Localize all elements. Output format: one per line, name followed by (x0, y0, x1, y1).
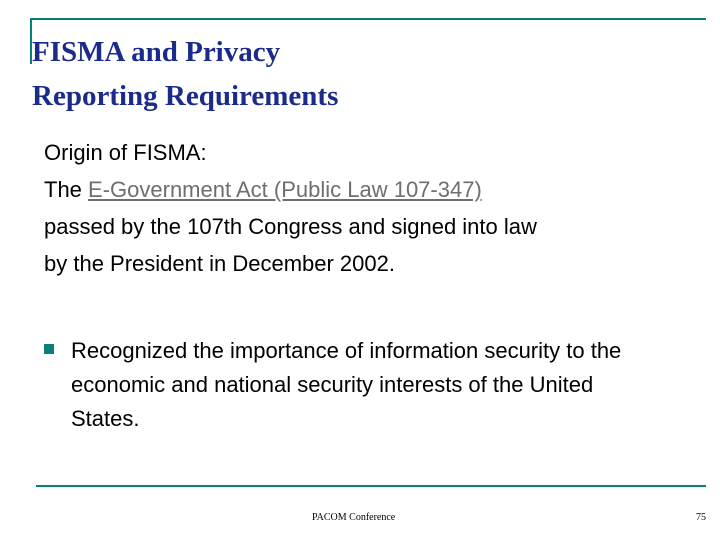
title-line-1: FISMA and Privacy (32, 36, 281, 68)
law-description-line (44, 171, 694, 208)
signed-line: by the President in December 2002. (44, 251, 395, 276)
footer-divider (36, 485, 706, 487)
top-border-line (30, 18, 706, 20)
title-line-2: Reporting Requirements (32, 80, 339, 112)
passed-line: passed by the 107th Congress and signed into law (44, 214, 537, 239)
line-prefix: The (44, 177, 89, 202)
footer-conference: PACOM Conference (312, 512, 396, 523)
bullet-text: Recognized the importance of information security to the economic and national security interests of the United States. (71, 338, 622, 431)
square-bullet-icon (44, 344, 54, 354)
page-number: 75 (696, 512, 706, 523)
bullet-item (44, 334, 664, 436)
slide-title (32, 30, 692, 118)
slide-body (44, 134, 694, 282)
law-link[interactable]: E-Government Act (Public Law 107-347) (88, 177, 482, 202)
origin-label: Origin of FISMA: (44, 140, 207, 165)
